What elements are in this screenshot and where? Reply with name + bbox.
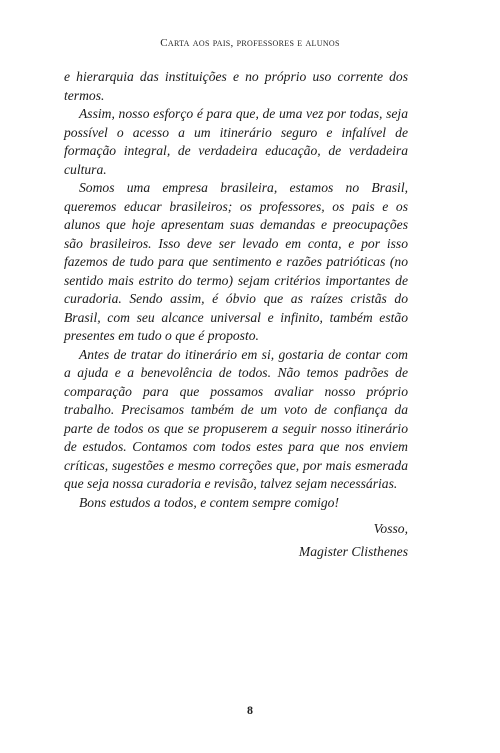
paragraph-closing: Bons estudos a todos, e contem sempre comigo! bbox=[79, 494, 340, 510]
paragraph-brazilian-company: Somos uma empresa brasileira, estamos no Brasil, queremos educar brasileiros; os professores, os pais e os alunos que hoje apresentam suas demandas e preocupações são brasileiros. Isso deve ser levado em conta, e por isso fazemos de tudo para que sentimento e razões patrióticas (no sentido mais estrito do termo) sejam critérios importantes de curadoria. Sendo assim, é óbvio que as raízes cristãs do Brasil, com seu alcance universal e infinito, também estão presentes em tudo o que é proposto. bbox=[64, 180, 408, 343]
letter-body bbox=[64, 68, 408, 561]
running-header: Carta aos pais, professores e alunos bbox=[160, 37, 340, 49]
signature: Magister Clisthenes bbox=[298, 543, 408, 559]
paragraph-continuation: e hierarquia das instituições e no próprio uso corrente dos termos. bbox=[64, 69, 408, 103]
paragraph-effort: Assim, nosso esforço é para que, de uma vez por todas, seja possível o acesso a um itinerário seguro e infalível de formação integral, de verdadeira educação, de verdadeira cultura. bbox=[64, 106, 408, 177]
page-number: 8 bbox=[247, 703, 253, 717]
paragraph-request-help: Antes de tratar do itinerário em si, gostaria de contar com a ajuda e a benevolência de todos. Não temos padrões de comparação para que possamos avaliar nosso próprio trabalho. Precisamos também de um voto de confiança da parte de todos os que se propuserem a seguir nosso itinerário de estudos. Contamos com todos estes para que nos enviem críticas, sugestões e mesmo correções que, por mais esmerada que seja nossa curadoria e revisão, talvez sejam necessárias. bbox=[64, 346, 408, 491]
signoff: Vosso, bbox=[373, 521, 408, 536]
